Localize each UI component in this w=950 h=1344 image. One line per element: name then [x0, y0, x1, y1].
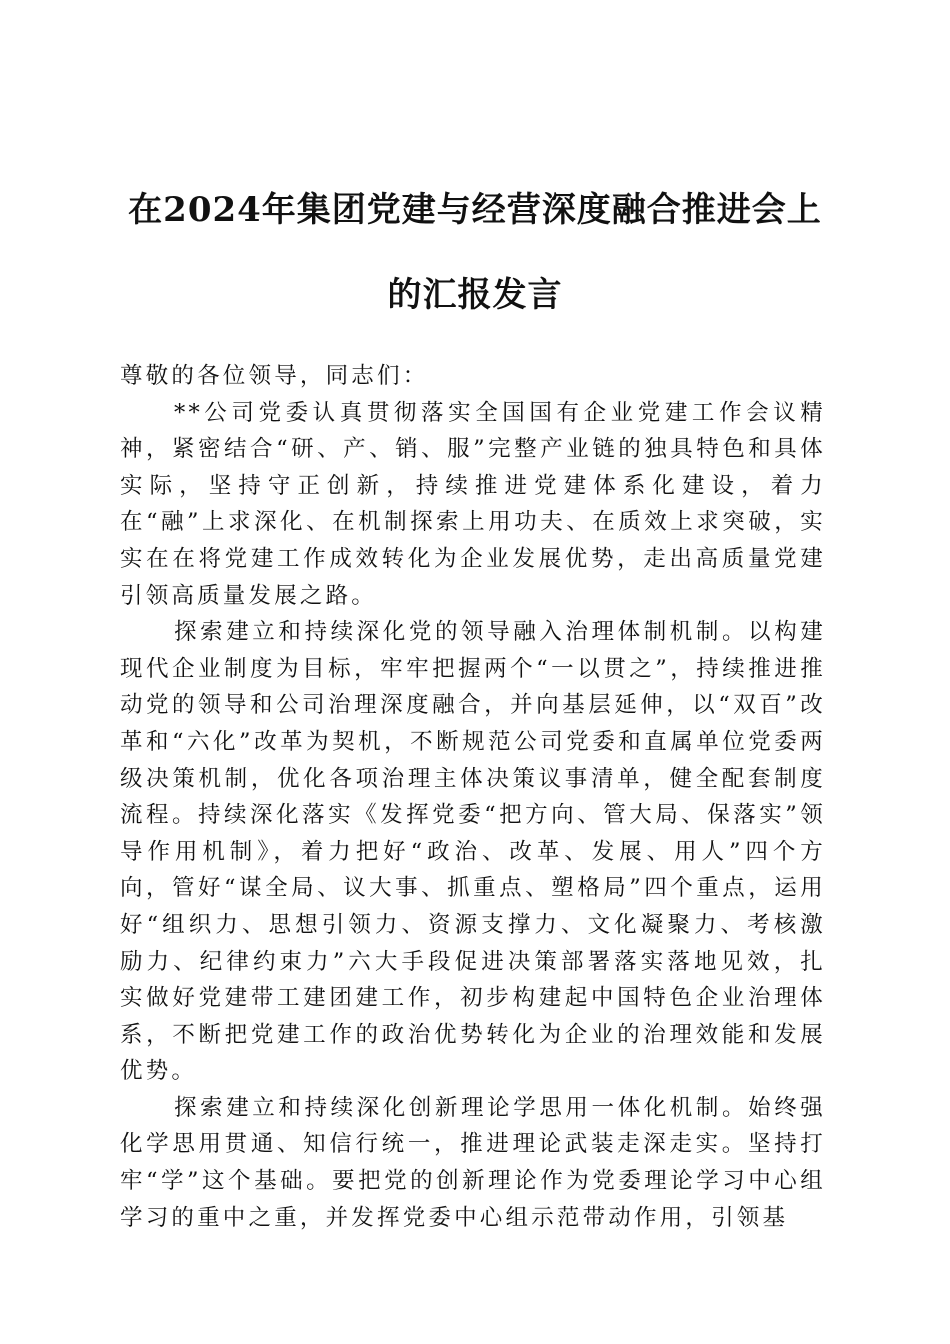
paragraph-intro: **公司党委认真贯彻落实全国国有企业党建工作会议精神，紧密结合“研、产、销、服”完整产业链的独具特色和具体实际，坚持守正创新，持续推进党建体系化建设，着力在“融”上求深化、在机制探索上用功夫、在质效上求突破，实实在在将党建工作成效转化为企业发展优势，走出高质量党建引领高质量发展之路。 [120, 399, 826, 609]
document-title [100, 168, 850, 338]
document-body [120, 358, 826, 1236]
title-line-2: 的汇报发言 [387, 275, 563, 315]
salutation: 尊敬的各位领导，同志们： [120, 363, 429, 389]
paragraph-governance: 探索建立和持续深化党的领导融入治理体制机制。以构建现代企业制度为目标，牢牢把握两个“一以贯之”，持续推进推动党的领导和公司治理深度融合，并向基层延伸，以“双百”改革和“六化”改革为契机，不断规范公司党委和直属单位党委两级决策机制，优化各项治理主体决策议事清单，健全配套制度流程。持续深化落实《发挥党委“把方向、管大局、保落实”领导作用机制》，着力把好“政治、改革、发展、用人”四个方向，管好“谋全局、议大事、抓重点、塑格局”四个重点，运用好“组织力、思想引领力、资源支撑力、文化凝聚力、考核激励力、纪律约束力”六大手段促进决策部署落实落地见效，扎实做好党建带工建团建工作，初步构建起中国特色企业治理体系，不断把党建工作的政治优势转化为企业的治理效能和发展优势。 [120, 619, 826, 1085]
title-line-1: 在2024年集团党建与经营深度融合推进会上 [128, 190, 822, 230]
paragraph-theory: 探索建立和持续深化创新理论学思用一体化机制。始终强化学思用贯通、知信行统一，推进理论武装走深走实。坚持打牢“学”这个基础。要把党的创新理论作为党委理论学习中心组学习的重中之重，并发挥党委中心组示范带动作用，引领基 [120, 1094, 826, 1231]
